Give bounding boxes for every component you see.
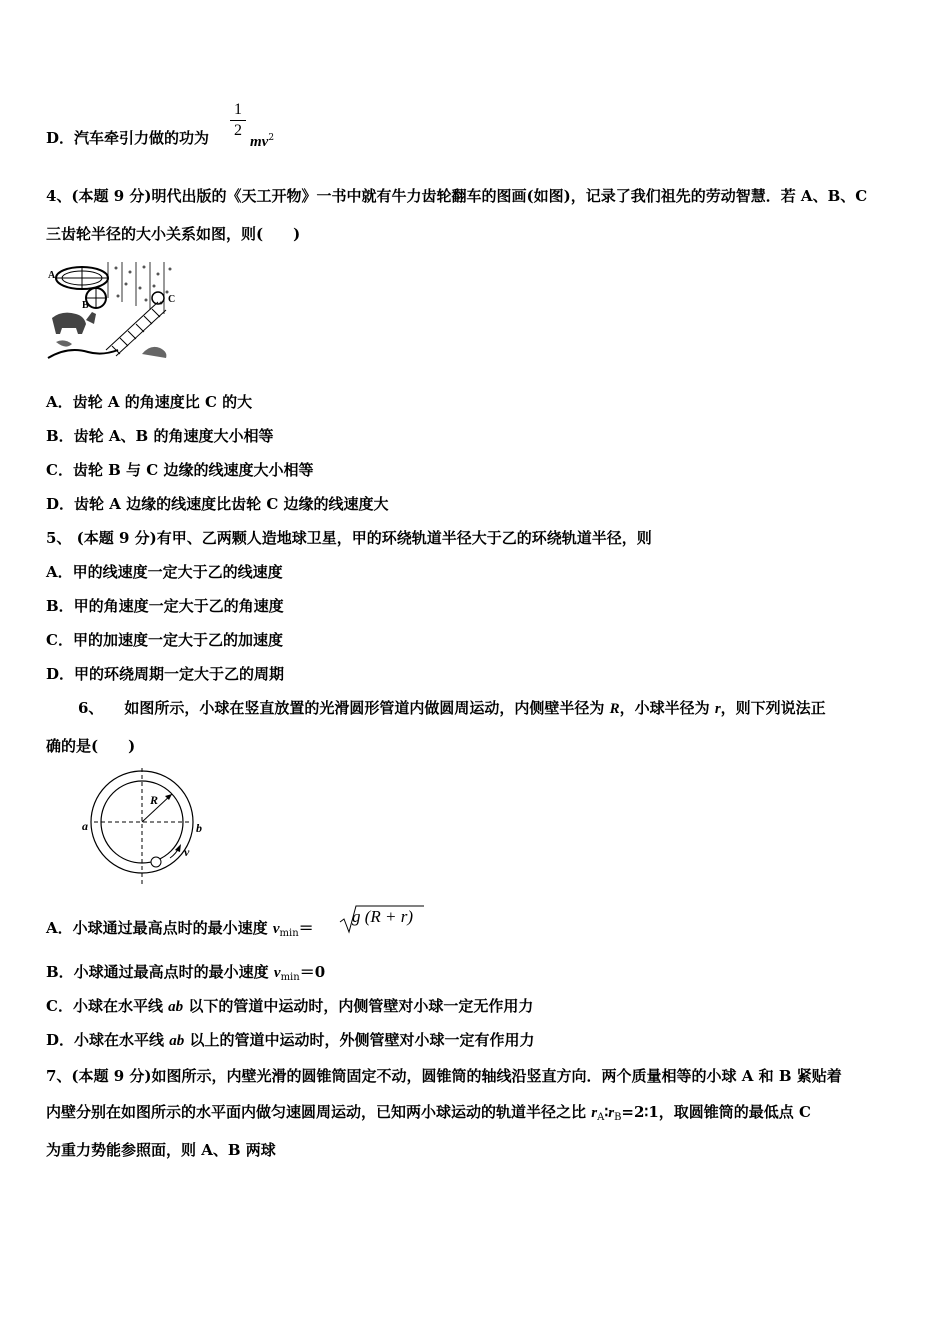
q7-stem-line1: 7、(本题 9 分)如图所示，内壁光滑的圆锥筒固定不动，圆锥筒的轴线沿竖直方向．两个质量相等的小球 A 和 B 紧贴着 [46,1067,842,1085]
q5-option-b: B．甲的角速度一定大于乙的角速度 [46,597,284,615]
ab-line: ab [168,999,184,1015]
q6-stem-line2: 确的是( ) [46,737,136,755]
q7-stem-line3: 为重力势能参照面，则 A、B 两球 [46,1141,276,1159]
q4-stem-line1: 4、(本题 9 分)明代出版的《天工开物》一书中就有牛力齿轮翻车的图画(如图)，记录了我们祖先的劳动智慧．若 A、B、C [46,187,868,205]
q6-option-c [46,996,533,1017]
q4-option-d: D．齿轮 A 边缘的线速度比齿轮 C 边缘的线速度大 [46,495,389,513]
v-symbol: v [273,965,281,981]
q4-option-c: C．齿轮 B 与 C 边缘的线速度大小相等 [46,461,314,479]
q7-stem-line2 [46,1102,811,1128]
equals-sign: ＝ [298,919,314,937]
q6-option-d-b: 以上的管道中运动时，外侧管壁对小球一定有作用力 [184,1031,535,1049]
exponent: 2 [268,133,275,143]
q6-stem-b: ，小球半径为 [619,699,715,717]
q5-stem: 5、 (本题 9 分)有甲、乙两颗人造地球卫星，甲的环绕轨道半径大于乙的环绕轨道半径，则 [46,529,652,547]
label-R: R [150,793,159,807]
q6-option-d [46,1030,534,1051]
q6-stem-a: 如图所示，小球在竖直放置的光滑圆形管道内做圆周运动，内侧壁半径为 [124,699,610,717]
q7-stem-line2-a: 内壁分别在如图所示的水平面内做匀速圆周运动，已知两小球运动的轨道半径之比 [46,1103,592,1121]
sqrt-radicand: g (R + r) [352,907,414,926]
mv-term: mv [250,134,269,150]
equals-zero: ＝0 [299,963,326,981]
q6-stem-line1 [78,698,826,719]
fraction-half [230,100,246,141]
q6-option-a [46,918,314,944]
q5-option-c: C．甲的加速度一定大于乙的加速度 [46,631,283,649]
q5-option-a: A．甲的线速度一定大于乙的线速度 [46,563,283,581]
q4-stem-line2: 三齿轮半径的大小关系如图，则( ) [46,225,301,243]
radius-r: r [714,701,721,717]
fraction-denominator: 2 [234,122,242,139]
q5-option-d: D．甲的环绕周期一定大于乙的周期 [46,665,285,683]
q3-formula-tail [250,128,274,152]
q6-stem-c: ，则下列说法正 [720,699,826,717]
q6-option-a-text: A．小球通过最高点时的最小速度 [46,919,273,937]
ab-line: ab [169,1033,185,1049]
q6-option-c-a: C．小球在水平线 [46,997,169,1015]
q4-option-b: B．齿轮 A、B 的角速度大小相等 [46,427,274,445]
q6-number: 6、 [78,699,104,717]
q6-option-b-text: B．小球通过最高点时的最小速度 [46,963,274,981]
gear-label-b: B [82,300,89,311]
fraction-numerator: 1 [234,101,242,118]
ratio-colon: ∶ [604,1103,609,1121]
q7-ratio: =2∶1，取圆锥筒的最低点 C [621,1103,811,1121]
rB-symbol: r [608,1105,615,1121]
circular-tube-diagram [78,768,208,886]
min-subscript: min [279,928,299,939]
q4-option-a: A．齿轮 A 的角速度比 C 的大 [46,393,253,411]
q3-option-d [46,128,209,148]
ox-gear-waterwheel-illustration [46,258,178,364]
radius-R: R [609,701,620,717]
q6-option-c-b: 以下的管道中运动时，内侧管壁对小球一定无作用力 [183,997,534,1015]
q6-option-d-a: D．小球在水平线 [46,1031,170,1049]
v-symbol: v [272,921,280,937]
rA-subscript: A [597,1112,605,1123]
rB-subscript: B [614,1112,622,1123]
rA-symbol: r [591,1105,598,1121]
q3-option-d-text: D．汽车牵引力做的功为 [46,129,210,147]
label-b: b [196,821,202,835]
label-v: v [184,845,190,859]
gear-label-a: A [48,270,56,281]
min-subscript: min [280,972,300,983]
q6-option-b [46,962,325,988]
gear-label-c: C [168,294,176,305]
label-a: a [82,819,88,833]
